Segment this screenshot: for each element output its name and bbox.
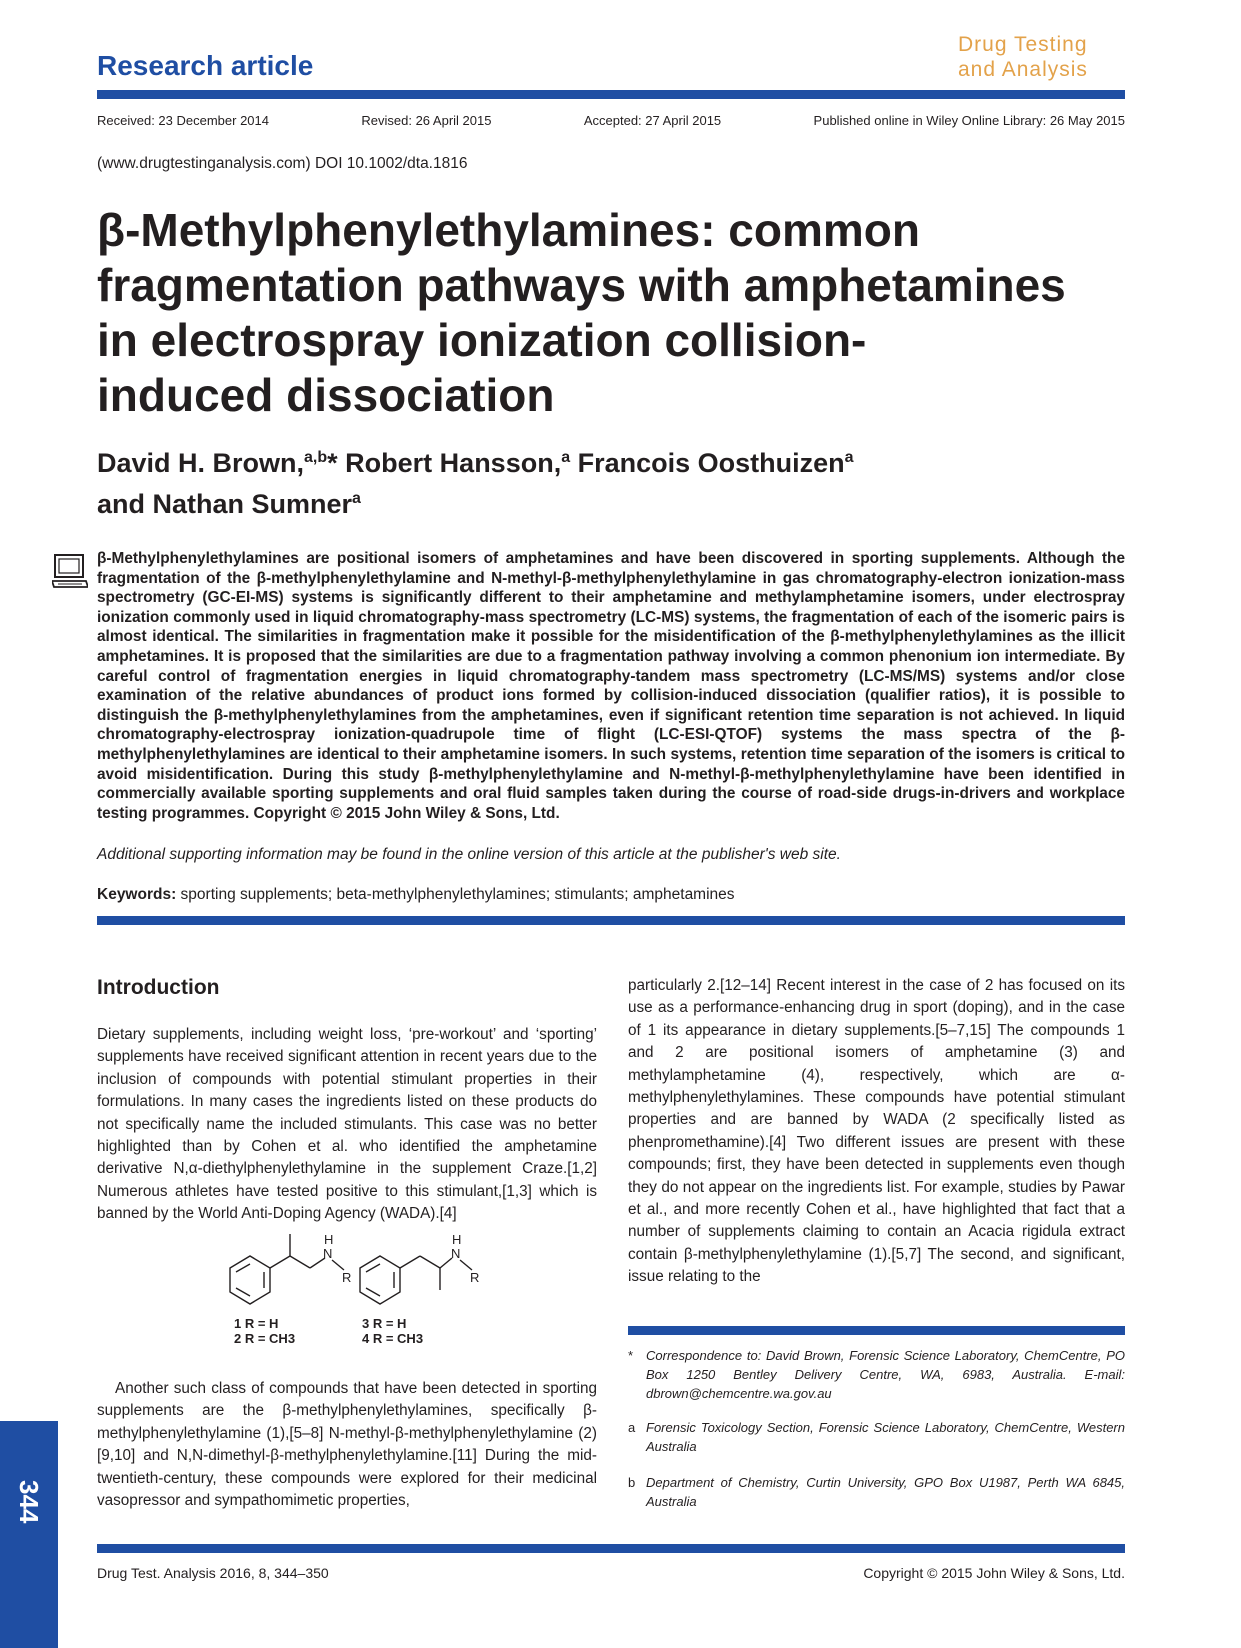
structure-label-r: R bbox=[470, 1270, 480, 1285]
footnote-text: Forensic Toxicology Section, Forensic Science Laboratory, ChemCentre, Western Australia bbox=[646, 1420, 1125, 1454]
author-name: Robert Hansson, bbox=[337, 448, 562, 478]
received-date: Received: 23 December 2014 bbox=[97, 113, 269, 128]
journal-name-line2: and Analysis bbox=[958, 58, 1088, 81]
revised-date: Revised: 26 April 2015 bbox=[361, 113, 492, 128]
article-title bbox=[97, 203, 1137, 423]
chemical-structures-figure bbox=[220, 1226, 480, 1346]
abstract-rule bbox=[97, 916, 1125, 925]
doi-line[interactable]: (www.drugtestinganalysis.com) DOI 10.1002/dta.1816 bbox=[97, 155, 468, 172]
supporting-info-note: Additional supporting information may be found in the online version of this article at the publisher's web site. bbox=[97, 846, 841, 863]
published-date: Published online in Wiley Online Library: 26 May 2015 bbox=[813, 113, 1125, 128]
title-line: fragmentation pathways with amphetamines bbox=[97, 259, 1066, 311]
footer-copyright: Copyright © 2015 John Wiley & Sons, Ltd. bbox=[863, 1565, 1125, 1581]
title-line: induced dissociation bbox=[97, 369, 555, 421]
author-name: and Nathan Sumner bbox=[97, 489, 353, 519]
compound-caption: 2 R = CH3 bbox=[234, 1331, 296, 1346]
title-line: in electrospray ionization collision- bbox=[97, 314, 867, 366]
page-number-tab bbox=[0, 1421, 58, 1648]
keywords-text: sporting supplements; beta-methylphenylethylamines; stimulants; amphetamines bbox=[176, 886, 735, 903]
compound-caption: 4 R = CH3 bbox=[362, 1331, 424, 1346]
footnote-mark: a bbox=[628, 1420, 636, 1435]
section-label: Research article bbox=[97, 50, 314, 81]
footnote-text: Correspondence to: David Brown, Forensic Science Laboratory, ChemCentre, PO Box 1250 Bentley Delivery Centre, WA, 6983, Australia. E-mail: dbrown@chemcentre.wa.gov.au bbox=[646, 1348, 1125, 1401]
journal-name bbox=[958, 32, 1088, 82]
structure-label-r: R bbox=[342, 1270, 352, 1285]
accepted-date: Accepted: 27 April 2015 bbox=[583, 113, 722, 128]
footer-rule bbox=[97, 1544, 1125, 1553]
structure-label-h: H bbox=[452, 1232, 462, 1247]
structure-label-n: N bbox=[451, 1246, 461, 1261]
intro-paragraph-1: Dietary supplements, including weight loss, ‘pre-workout’ and ‘sporting’ supplements have received significant attention in recent years due to the inclusion of compounds with potential stimulant properties in their formulations. In many cases the ingredients listed on these products do not specifically name the included stimulants. This case was no better highlighted than by Cohen et al. who identified the amphetamine derivative N,α-diethylphenylethylamine in the supplement Craze.[1,2] Numerous athletes have tested positive to this stimulant,[1,3] which is banned by the World Anti-Doping Agency (WADA).[4] bbox=[97, 1026, 597, 1223]
affiliation-sup: a bbox=[844, 449, 854, 466]
intro-paragraph-2: Another such class of compounds that have been detected in sporting supplements are the β-methylphenylethylamines, specifically β-methylphenylethylamine (1),[5–8] N-methyl-β-methylphenylethylamine (2)[9,10] and N,N-dimethyl-β-methylphenylethylamine.[11] During the mid-twentieth-century, these compounds were explored for their medicinal vasopressor and sympathomimetic properties, bbox=[97, 1380, 597, 1510]
structure-label-h: H bbox=[324, 1232, 334, 1247]
structure-label-n: N bbox=[323, 1246, 333, 1261]
author-name: David H. Brown, bbox=[97, 448, 305, 478]
affiliation-sup: a,b bbox=[304, 449, 328, 466]
section-heading: Introduction bbox=[97, 976, 220, 999]
title-line: β-Methylphenylethylamines: common bbox=[97, 204, 920, 256]
footnote-rule bbox=[628, 1326, 1125, 1335]
footnote-correspondence bbox=[628, 1346, 1125, 1403]
abstract: β-Methylphenylethylamines are positional isomers of amphetamines and have been discovered in sporting supplements. Although the fragmentation of the β-methylphenylethylamine and N-methyl-β-methylphenylethylamine in gas chromatography-electron ionization-mass spectrometry (GC-EI-MS) systems is significantly different to their amphetamine and methylamphetamine isomers, under electrospray ionization commonly used in liquid chromatography-mass spectrometry (LC-MS) systems, the fragmentation of each of the isomeric pairs is almost identical. The similarities in fragmentation make it possible for the misidentification of the β-methylphenylethylamines as the illicit amphetamines. It is proposed that the similarities are due to a fragmentation pathway involving a common phenonium ion intermediate. By careful control of fragmentation energies in liquid chromatography-tandem mass spectrometry (LC-MS/MS) systems and/or close examination of the relative abundances of product ions formed by collision-induced dissociation (qualifier ratios), it is possible to distinguish the β-methylphenylethylamines from the amphetamines, even if significant retention time separation is not achieved. In liquid chromatography-electrospray ionization-quadrupole time of flight (LC-ESI-QTOF) systems the mass spectra of the β-methylphenylethylamines are identical to their amphetamine isomers. In such systems, retention time separation of the isomers is critical to avoid misidentification. During this study β-methylphenylethylamine and N-methyl-β-methylphenylethylamine have been identified in commercially available sporting supplements and oral fluid samples taken during the course of road-side drugs-in-drivers and workplace testing programmes. Copyright © 2015 John Wiley & Sons, Ltd. bbox=[97, 550, 1125, 822]
page-number: 344 bbox=[14, 1480, 44, 1524]
header-rule bbox=[97, 90, 1125, 99]
affiliation-sup: a bbox=[561, 449, 571, 466]
affiliation-sup: a bbox=[352, 490, 361, 507]
computer-icon bbox=[52, 553, 88, 593]
journal-citation: Drug Test. Analysis 2016, 8, 344–350 bbox=[97, 1565, 329, 1581]
article-dates bbox=[97, 113, 1125, 128]
journal-name-line1: Drug Testing bbox=[958, 33, 1088, 56]
footnote-affiliation-b bbox=[628, 1473, 1125, 1511]
compound-caption: 1 R = H bbox=[234, 1316, 279, 1331]
keywords bbox=[97, 886, 735, 904]
compound-caption: 3 R = H bbox=[362, 1316, 407, 1331]
intro-paragraph-3: particularly 2.[12–14] Recent interest in the case of 2 has focused on its use as a performance-enhancing drug in sport (doping), and in the case of 1 its appearance in dietary supplements.[5–7,15] The compounds 1 and 2 are positional isomers of amphetamine (3) and methylamphetamine (4), respectively, which are α-methylphenylethylamines. These compounds have potential stimulant properties and are banned by WADA (2 specifically listed as phenpromethamine).[4] Two different issues are present with these compounds; first, they have been detected in supplements even though they do not appear on the ingredients list. For example, studies by Pawar et al., and more recently Cohen et al., have highlighted that fact that a number of supplements claiming to contain an Acacia rigidula extract contain β-methylphenylethylamine (1).[5,7] The second, and significant, issue relating to the bbox=[628, 977, 1125, 1286]
footnote-affiliation-a bbox=[628, 1418, 1125, 1456]
footnote-text: Department of Chemistry, Curtin University, GPO Box U1987, Perth WA 6845, Australia bbox=[646, 1475, 1125, 1509]
keywords-label: Keywords: bbox=[97, 886, 177, 903]
corresponding-mark: * bbox=[327, 448, 338, 478]
author-name: Francois Oosthuizen bbox=[570, 448, 845, 478]
footnote-mark: * bbox=[628, 1348, 634, 1363]
author-list bbox=[97, 440, 997, 522]
footnote-mark: b bbox=[628, 1475, 636, 1490]
